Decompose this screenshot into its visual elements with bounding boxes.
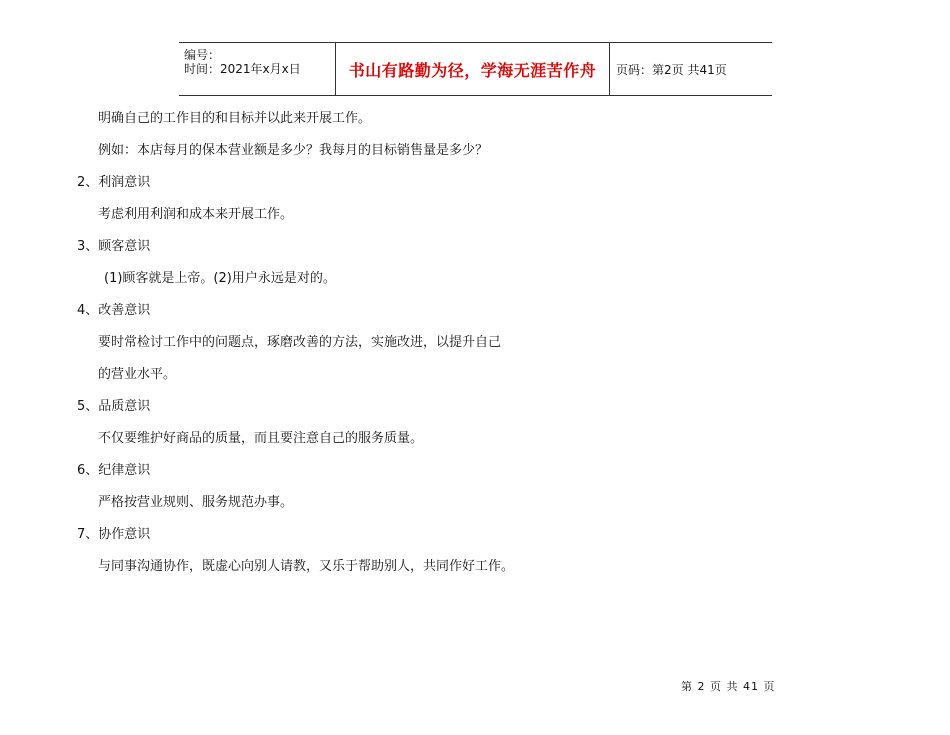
body-paragraph: 明确自己的工作目的和目标并以此来开展工作。	[98, 111, 372, 126]
body-paragraph: 要时常检讨工作中的问题点，琢磨改善的方法，实施改进，以提升自己	[98, 335, 502, 350]
section-heading: 5、品质意识	[77, 399, 151, 414]
header-motto: 书山有路勤为径，学海无涯苦作舟	[335, 43, 610, 95]
section-heading: 6、纪律意识	[77, 463, 151, 478]
number-label: 编号：	[184, 48, 221, 62]
body-paragraph: 考虑利用利润和成本来开展工作。	[98, 207, 294, 222]
page-footer: 第 2 页 共 41 页	[681, 680, 776, 693]
section-heading: 7、协作意识	[77, 527, 151, 542]
body-paragraph: 严格按营业规则、服务规范办事。	[98, 495, 294, 510]
time-label: 时间：2021年x月x日	[184, 62, 301, 76]
body-paragraph: 例如：本店每月的保本营业额是多少？我每月的目标销售量是多少？	[98, 143, 489, 158]
document-header	[179, 42, 772, 96]
body-paragraph: 的营业水平。	[98, 367, 177, 382]
section-heading: 4、改善意识	[77, 303, 151, 318]
body-paragraph: 与同事沟通协作，既虚心向别人请教，又乐于帮助别人，共同作好工作。	[98, 559, 515, 574]
body-paragraph: (1)顾客就是上帝。(2)用户永远是对的。	[104, 271, 336, 286]
body-paragraph: 不仅要维护好商品的质量，而且要注意自己的服务质量。	[98, 431, 424, 446]
header-meta	[179, 43, 335, 95]
section-heading: 3、顾客意识	[77, 239, 151, 254]
header-page-label: 页码：第2页 共41页	[616, 62, 727, 77]
section-heading: 2、利润意识	[77, 175, 151, 190]
